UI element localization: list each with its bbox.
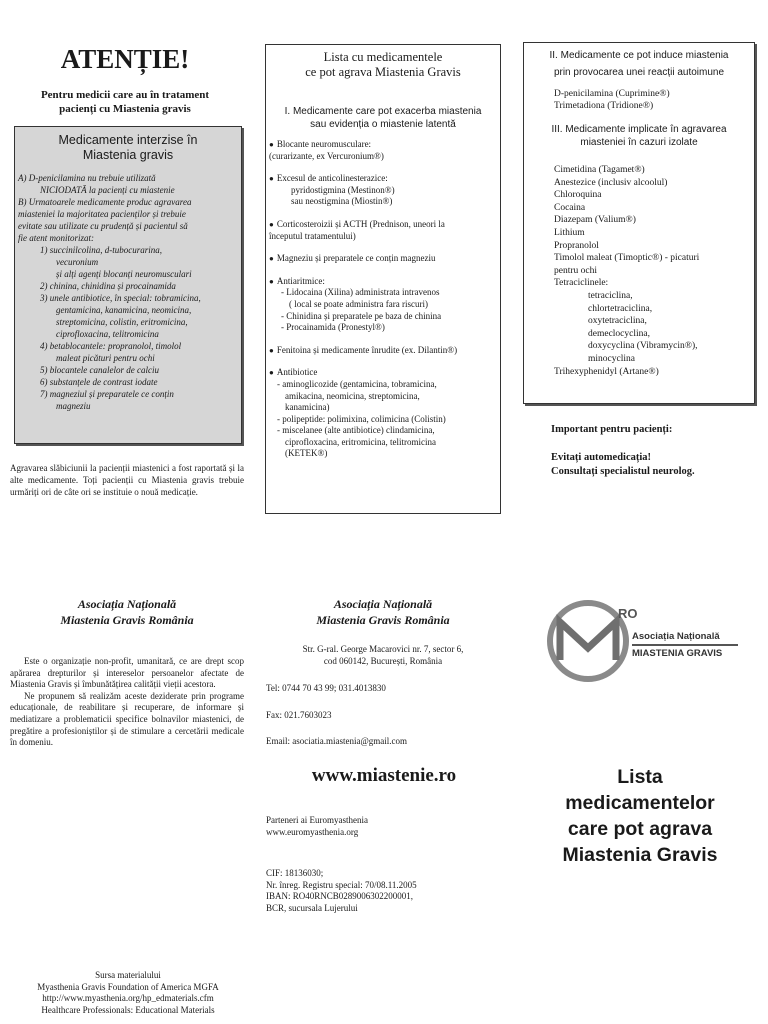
logo-ro: RO <box>618 606 638 621</box>
list-item: ● Antiaritmice: <box>269 276 500 288</box>
list-item: ● Fenitoina și medicamente înrudite (ex. Dilantin®) <box>269 345 500 357</box>
forbidden-drugs-box <box>14 126 242 444</box>
list-item: ( local se poate administra fara riscuri) <box>289 298 428 309</box>
list-item: amikacina, neomicina, streptomicina, <box>285 390 420 401</box>
section-1-list <box>266 139 500 460</box>
org-name-2 <box>266 596 500 628</box>
contact-phone: Tel: 0744 70 43 99; 031.4013830 <box>266 683 386 693</box>
source-line: Myasthenia Gravis Foundation of America MGFA <box>37 981 219 992</box>
list-item: (curarizante, ex Vercuronium®) <box>269 150 384 161</box>
list-item: - miscelanee (alte antibiotice) clindamicina, <box>277 425 435 436</box>
list-item: și alți agenți blocanți neuromusculari <box>56 269 192 279</box>
list-item: - Chinidina și preparatele pe baza de chinina <box>281 310 442 321</box>
bank-line: BCR, sucursala Lujerului <box>266 902 358 913</box>
org-name <box>14 596 240 628</box>
patient-note <box>551 423 751 479</box>
org-description <box>10 656 244 749</box>
section-heading-line: prin provocarea unei reacții autoimune <box>553 67 725 78</box>
list-item: minocyclina <box>588 353 635 364</box>
drugs-list-box-2 <box>523 42 755 404</box>
list-item: pyridostigmina (Mestinon®) <box>291 184 395 195</box>
list-item: 3) unele antibiotice, în special: tobramicina, <box>40 293 201 303</box>
list-item: sau neostigmina (Miostin®) <box>291 196 393 207</box>
org-logo <box>546 598 746 688</box>
logo-letter <box>578 630 598 658</box>
list-item: ● Blocante neuromusculare: <box>269 139 500 151</box>
cover-title-line: medicamentelor <box>565 792 715 814</box>
list-item: demeclocyclina, <box>588 328 650 339</box>
list-item: miasteniei la majoritatea pacienților și trebuie <box>18 209 186 219</box>
source-line: Sursa materialului <box>95 970 161 980</box>
list-item: fie atent monitorizat: <box>18 233 94 243</box>
list-item: Anestezice (inclusiv alcoolul) <box>554 177 668 188</box>
section-2-heading <box>524 47 754 81</box>
address <box>266 643 500 667</box>
subtitle-line: Pentru medicii care au în tratament <box>40 89 210 101</box>
list-item: 6) substanțele de contrast iodate <box>40 377 158 387</box>
section-3-list <box>524 164 754 378</box>
important-label: Important pentru pacienți: <box>551 424 673 435</box>
org-name-line: Asociația Națională <box>77 597 177 611</box>
address-line: Str. G-ral. George Macarovici nr. 7, sector 6, <box>302 644 464 654</box>
cif-line: CIF: 18136030; <box>266 868 324 878</box>
section-heading-line: I. Medicamente care pot exacerba miastenia <box>284 106 482 117</box>
list-item: maleat picături pentru ochi <box>56 353 155 363</box>
aggravation-paragraph: Agravarea slăbiciunii la pacienții miastenici a fost raportată și la alte medicamente. Toți pacienții cu Miastenia gravis trebuie urmăriți ori de câte ori se instituie o nouă medicație. <box>10 463 244 497</box>
box-title-line: Medicamente interzise în <box>58 133 198 147</box>
list-item: ciprofloxacina, eritromicina, telitromicina <box>285 436 436 447</box>
list-item: NICIODATĂ la pacienți cu miastenie <box>40 185 175 195</box>
cover-title-line: care pot agrava <box>567 818 713 840</box>
list-item: - Lidocaina (Xilina) administrata intravenos <box>281 287 440 298</box>
list-item: ● Excesul de anticolinesterazice: <box>269 173 500 185</box>
list-title <box>266 50 500 80</box>
list-item: - polipeptide: polimixina, colimicina (Colistin) <box>277 413 446 424</box>
cover-title-line: Miastenia Gravis <box>562 844 718 866</box>
page-title: ATENȚIE! <box>60 44 190 74</box>
iban-line: IBAN: RO40RNCB0289006302200001, <box>266 891 414 901</box>
cover-title <box>524 764 756 868</box>
list-item: vecuronium <box>56 257 99 267</box>
list-item: doxycyclina (Vibramycin®), <box>588 341 698 352</box>
list-item: 7) magneziul și preparatele ce conțin <box>40 389 174 399</box>
partners-line: Parteneri ai Euromyasthenia <box>266 815 368 825</box>
section-heading-line: sau evidenția o miastenie latentă <box>310 118 456 130</box>
section-3-heading <box>524 124 754 149</box>
legal-info <box>266 868 502 914</box>
source-block <box>6 970 250 1016</box>
list-item: Propranolol <box>554 240 599 251</box>
list-item: chlortetraciclina, <box>588 303 653 314</box>
list-item: Timolol maleat (Timoptic®) - picaturi <box>554 253 700 264</box>
org-name-line: Miastenia Gravis România <box>316 613 450 627</box>
contact-fax: Fax: 021.7603023 <box>266 710 332 720</box>
list-item: kanamicina) <box>285 402 330 413</box>
list-item: pentru ochi <box>554 265 598 276</box>
list-item: (KETEK®) <box>285 448 328 459</box>
logo-text-line2: MIASTENIA GRAVIS <box>632 648 723 659</box>
org-name-line: Asociația Națională <box>333 597 433 611</box>
org-paragraph: Este o organizație non-profit, umanitară, ce are drept scop apărarea drepturilor și intereselor persoanelor afectate de Miastenia Gravis și îmbunătățirea calității vieții acestora. <box>10 656 244 690</box>
list-item: Diazepam (Valium®) <box>554 215 636 226</box>
section-heading-line: III. Medicamente implicate în agravarea <box>551 124 727 135</box>
list-item: D-penicilamina (Cuprimine®) <box>554 89 670 99</box>
list-item: ● Magneziu și preparatele ce conțin magneziu <box>269 253 500 265</box>
list-item: începutul tratamentului) <box>269 230 356 241</box>
list-item: ciprofloxacina, telitromicina <box>56 329 159 339</box>
forbidden-box-title <box>15 133 241 163</box>
subtitle <box>20 88 230 116</box>
partners <box>266 814 502 838</box>
drugs-list-box <box>265 44 501 514</box>
source-line: Healthcare Professionals: Educational Materials <box>41 1004 215 1015</box>
cover-title-line: Lista <box>617 766 663 788</box>
logo-text-line1: Asociația Națională <box>632 631 720 642</box>
list-title-line: Lista cu medicamentele <box>323 50 443 64</box>
list-item: - Procainamida (Pronestyl®) <box>281 322 385 333</box>
list-item: - aminoglicozide (gentamicina, tobramicina, <box>277 378 437 389</box>
list-item: B) Urmatoarele medicamente produc agravarea <box>18 197 192 207</box>
list-item: Cocaina <box>554 202 586 213</box>
list-item: magneziu <box>56 401 91 411</box>
list-item: Lithium <box>554 227 585 238</box>
forbidden-drugs-list <box>15 172 241 412</box>
address-line: cod 060142, București, România <box>323 656 443 666</box>
partners-link[interactable]: www.euromyasthenia.org <box>266 827 359 837</box>
list-item: gentamicina, kanamicina, neomicina, <box>56 305 192 315</box>
list-title-line: ce pot agrava Miastenia Gravis <box>305 65 461 79</box>
list-item: ● Antibiotice <box>269 367 500 379</box>
registry-line: Nr. înreg. Registru special: 70/08.11.2005 <box>266 879 417 890</box>
list-item: ● Corticosteroizii și ACTH (Prednison, uneori la <box>269 219 500 231</box>
list-item: A) D-penicilamina nu trebuie utilizată <box>18 173 156 183</box>
list-item: Trihexyphenidyl (Artane®) <box>554 366 659 377</box>
section-2-list <box>524 88 754 112</box>
list-item: oxytetraciclina, <box>588 316 647 327</box>
list-item: Tetraciclinele: <box>554 278 609 289</box>
section-heading-line: II. Medicamente ce pot induce miastenia <box>549 50 729 61</box>
logo-divider <box>632 644 738 646</box>
list-item: 4) betablocantele: propranolol, timolol <box>40 341 182 351</box>
list-item: Cimetidina (Tagamet®) <box>554 165 645 175</box>
list-item: Chloroquina <box>554 190 602 201</box>
section-heading-line: miasteniei în cazuri izolate <box>580 136 698 148</box>
source-link[interactable]: http://www.myasthenia.org/hp_edmaterials.cfm <box>42 993 214 1003</box>
advice-line: Evitați automedicația! <box>551 452 652 463</box>
list-item: streptomicina, colistin, eritromicina, <box>56 317 188 327</box>
section-1-heading <box>266 106 500 131</box>
org-paragraph: Ne propunem să realizăm aceste deziderate prin programe educaționale, de reabilitare și recuperare, de informare și mediatizare a problematicii specifice bolnavilor miastenici, de pregătire a profesioniștilor și de stimulare a cercetării medicale în domeniu. <box>10 690 244 748</box>
list-item: 2) chinina, chinidina și procainamida <box>40 281 176 291</box>
website-link[interactable]: www.miastenie.ro <box>311 765 457 786</box>
org-name-line: Miastenia Gravis România <box>60 613 194 627</box>
subtitle-line: pacienți cu Miastenia gravis <box>59 103 191 115</box>
contact-email[interactable]: Email: asociatia.miastenia@gmail.com <box>266 736 407 746</box>
list-item: 5) blocantele canalelor de calciu <box>40 365 159 375</box>
list-item: evitate sau utilizate cu prudență și pacientul să <box>18 221 188 231</box>
list-item: 1) succinilcolina, d-tubocurarina, <box>40 245 162 255</box>
box-title-line: Miastenia gravis <box>82 148 174 162</box>
list-item: tetraciclina, <box>588 290 633 301</box>
list-item: Trimetadiona (Tridione®) <box>554 101 654 111</box>
advice-line: Consultați specialistul neurolog. <box>551 466 695 477</box>
